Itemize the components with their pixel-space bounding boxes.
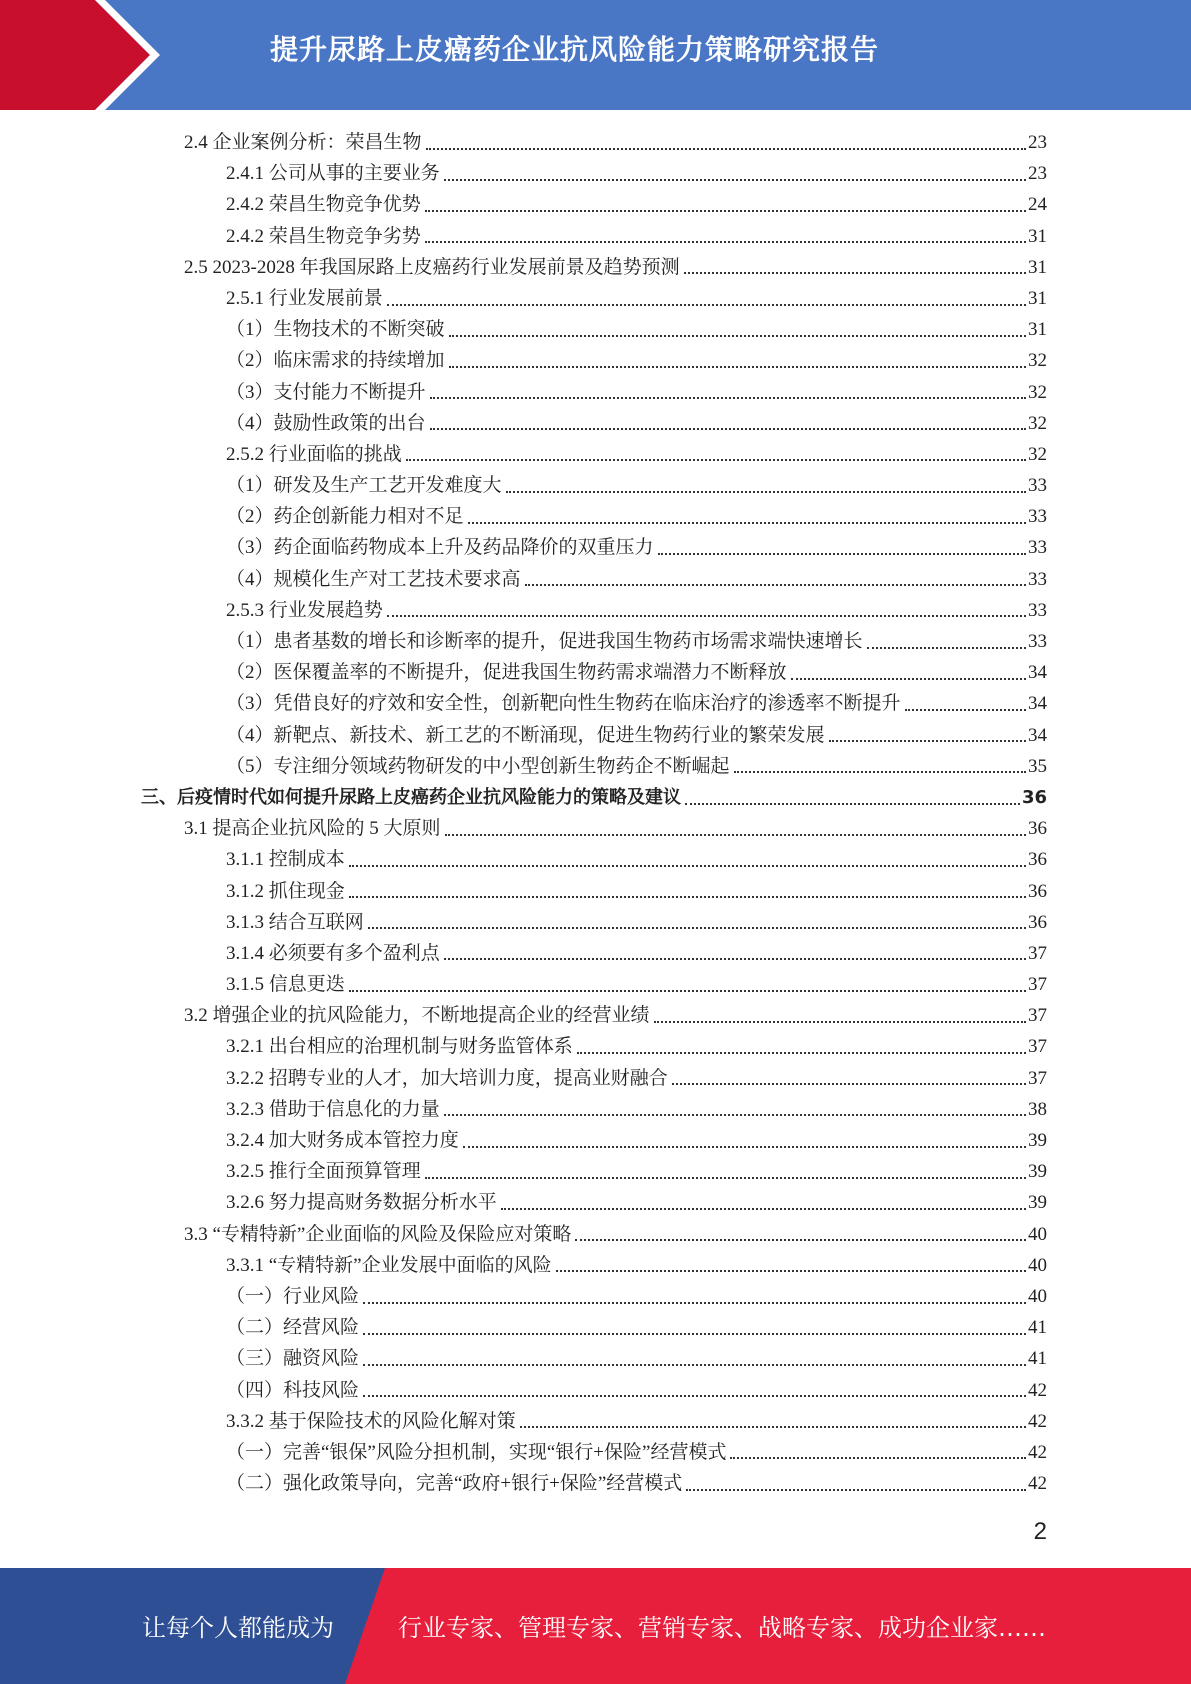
toc-entry[interactable] [0, 564, 1047, 595]
toc-entry-title: 3.2.6 努力提高财务数据分析水平 [226, 1187, 499, 1218]
toc-dot-leader [449, 335, 1026, 337]
toc-dot-leader [349, 896, 1026, 898]
toc-entry-page: 31 [1028, 319, 1047, 341]
toc-entry[interactable] [0, 127, 1047, 158]
toc-entry[interactable] [0, 688, 1047, 719]
toc-entry-page: 41 [1028, 1317, 1047, 1339]
toc-entry[interactable] [0, 595, 1047, 626]
toc-entry-title: （2）临床需求的持续增加 [226, 345, 447, 376]
toc-entry-page: 42 [1028, 1379, 1047, 1401]
toc-entry-page: 24 [1028, 194, 1047, 216]
toc-entry[interactable] [0, 1343, 1047, 1374]
toc-entry-title: （二）强化政策导向，完善“政府+银行+保险”经营模式 [226, 1468, 684, 1499]
toc-entry-title: 3.2.2 招聘专业的人才，加大培训力度，提高业财融合 [226, 1063, 670, 1094]
toc-entry-page: 37 [1028, 1067, 1047, 1089]
toc-entry-title: 3.3.2 基于保险技术的风险化解对策 [226, 1406, 518, 1437]
toc-entry-page: 37 [1028, 974, 1047, 996]
toc-entry-page: 36 [1028, 911, 1047, 933]
toc-entry-title: 3.1.5 信息更迭 [226, 969, 347, 1000]
toc-entry[interactable] [0, 1031, 1047, 1062]
footer-slogan-right: 行业专家、管理专家、营销专家、战略专家、成功企业家…… [398, 1614, 1046, 1642]
toc-entry-title: （2）医保覆盖率的不断提升，促进我国生物药需求端潜力不断释放 [226, 657, 789, 688]
toc-dot-leader [685, 803, 1020, 805]
toc-entry-page: 33 [1028, 599, 1047, 621]
toc-entry-page: 33 [1028, 537, 1047, 559]
toc-dot-leader [791, 678, 1026, 680]
toc-entry[interactable] [0, 1375, 1047, 1406]
toc-entry-title: 2.4.1 公司从事的主要业务 [226, 158, 442, 189]
toc-dot-leader [468, 522, 1026, 524]
toc-entry-title: （4）规模化生产对工艺技术要求高 [226, 564, 523, 595]
toc-entry[interactable] [0, 720, 1047, 751]
toc-entry-page: 31 [1028, 256, 1047, 278]
toc-entry-page: 23 [1028, 132, 1047, 153]
toc-dot-leader [430, 428, 1026, 430]
toc-entry-page: 33 [1028, 568, 1047, 590]
toc-dot-leader [363, 1395, 1026, 1397]
toc-entry[interactable] [0, 1094, 1047, 1125]
toc-dot-leader [672, 1083, 1026, 1085]
toc-dot-leader [426, 148, 1026, 150]
toc-entry-page: 31 [1028, 287, 1047, 309]
toc-entry[interactable] [0, 657, 1047, 688]
toc-entry-title: 3.1.4 必须要有多个盈利点 [226, 938, 442, 969]
toc-entry[interactable] [0, 439, 1047, 470]
report-title: 提升尿路上皮癌药企业抗风险能力策略研究报告 [270, 33, 880, 66]
toc-dot-leader [463, 1146, 1026, 1148]
toc-entry-title: （三）融资风险 [226, 1343, 361, 1374]
toc-entry[interactable] [0, 377, 1047, 408]
toc-entry[interactable] [0, 1187, 1047, 1218]
toc-entry[interactable] [0, 876, 1047, 907]
toc-dot-leader [654, 1021, 1026, 1023]
toc-entry-title: （1）研发及生产工艺开发难度大 [226, 470, 504, 501]
toc-entry[interactable] [0, 1000, 1047, 1031]
toc-entry-page: 32 [1028, 412, 1047, 434]
toc-dot-leader [445, 834, 1026, 836]
toc-entry-title: （2）药企创新能力相对不足 [226, 501, 466, 532]
toc-entry[interactable] [0, 1468, 1047, 1499]
toc-entry-page: 35 [1028, 755, 1047, 777]
toc-dot-leader [556, 1270, 1026, 1272]
toc-entry-title: （4）鼓励性政策的出台 [226, 408, 428, 439]
toc-dot-leader [577, 1052, 1026, 1054]
toc-entry-title: （3）支付能力不断提升 [226, 377, 428, 408]
toc-entry-page: 31 [1028, 225, 1047, 247]
toc-dot-leader [349, 865, 1026, 867]
toc-dot-leader [387, 615, 1026, 617]
toc-entry-title: 3.1.3 结合互联网 [226, 907, 366, 938]
toc-dot-leader [444, 179, 1026, 181]
toc-dot-leader [905, 709, 1026, 711]
toc-entry[interactable] [0, 1437, 1047, 1468]
page-header [0, 0, 1191, 110]
toc-entry-title: （5）专注细分领域药物研发的中小型创新生物药企不断崛起 [226, 751, 732, 782]
toc-entry-page: 42 [1028, 1473, 1047, 1495]
toc-entry-page: 39 [1028, 1161, 1047, 1183]
toc-dot-leader [449, 366, 1026, 368]
toc-entry[interactable] [0, 1156, 1047, 1187]
toc-dot-leader [734, 771, 1026, 773]
toc-entry-page: 32 [1028, 381, 1047, 403]
toc-entry[interactable] [0, 501, 1047, 532]
toc-entry[interactable] [0, 1281, 1047, 1312]
toc-entry-title: 3.1.2 抓住现金 [226, 876, 347, 907]
toc-entry-page: 39 [1028, 1192, 1047, 1214]
toc-entry-page: 36 [1028, 880, 1047, 902]
toc-entry[interactable] [0, 1406, 1047, 1437]
toc-entry-page: 34 [1028, 693, 1047, 715]
toc-entry[interactable] [0, 844, 1047, 875]
toc-dot-leader [368, 927, 1026, 929]
toc-entry-title: 3.3.1 “专精特新”企业发展中面临的风险 [226, 1250, 554, 1281]
toc-entry[interactable] [0, 938, 1047, 969]
toc-entry-page: 36 [1028, 818, 1047, 840]
toc-entry-title: （3）药企面临药物成本上升及药品降价的双重压力 [226, 532, 656, 563]
toc-entry-page: 38 [1028, 1098, 1047, 1120]
toc-entry-title: 3.2.5 推行全面预算管理 [226, 1156, 423, 1187]
toc-dot-leader [444, 958, 1026, 960]
toc-entry-page: 40 [1028, 1223, 1047, 1245]
toc-entry-title: （一）完善“银保”风险分担机制，实现“银行+保险”经营模式 [226, 1437, 728, 1468]
toc-entry-title: （4）新靶点、新技术、新工艺的不断涌现，促进生物药行业的繁荣发展 [226, 720, 827, 751]
toc-dot-leader [363, 1333, 1026, 1335]
toc-dot-leader [686, 1489, 1026, 1491]
toc-dot-leader [387, 304, 1026, 306]
toc-entry[interactable] [0, 1312, 1047, 1343]
toc-entry-page: 34 [1028, 724, 1047, 746]
toc-entry-page: 39 [1028, 1130, 1047, 1151]
toc-dot-leader [349, 990, 1026, 992]
toc-dot-leader [506, 491, 1026, 493]
toc-entry[interactable] [0, 626, 1047, 657]
toc-entry[interactable] [0, 1250, 1047, 1281]
toc-entry[interactable] [0, 969, 1047, 1000]
toc-dot-leader [867, 647, 1026, 649]
toc-dot-leader [425, 1177, 1026, 1179]
toc-entry-title: 3.2.1 出台相应的治理机制与财务监管体系 [226, 1031, 575, 1062]
toc-entry[interactable] [0, 314, 1047, 345]
toc-entry[interactable] [0, 813, 1047, 844]
toc-entry-title: 三、后疫情时代如何提升尿路上皮癌药企业抗风险能力的策略及建议 [141, 782, 683, 813]
toc-dot-leader [363, 1364, 1026, 1366]
toc-entry-page: 23 [1028, 163, 1047, 185]
toc-entry-title: 3.1.1 控制成本 [226, 844, 347, 875]
toc-entry-title: 2.5.3 行业发展趋势 [226, 595, 385, 626]
page-number: 2 [1033, 1518, 1047, 1545]
toc-entry-page: 36 [1021, 786, 1047, 808]
toc-dot-leader [525, 584, 1026, 586]
toc-dot-leader [444, 1114, 1026, 1116]
toc-entry-title: （3）凭借良好的疗效和安全性，创新靶向性生物药在临床治疗的渗透率不断提升 [226, 688, 903, 719]
toc-entry[interactable] [0, 470, 1047, 501]
toc-entry-page: 34 [1028, 662, 1047, 684]
toc-entry-page: 32 [1028, 350, 1047, 372]
toc-entry-page: 33 [1028, 475, 1047, 497]
toc-dot-leader [658, 553, 1026, 555]
toc-entry[interactable] [0, 408, 1047, 439]
toc-entry[interactable] [0, 1219, 1047, 1250]
toc-entry[interactable] [0, 532, 1047, 563]
toc-entry[interactable] [0, 189, 1047, 220]
toc-entry-title: 2.5 2023-2028 年我国尿路上皮癌药行业发展前景及趋势预测 [184, 252, 682, 283]
toc-entry-page: 37 [1028, 1036, 1047, 1058]
toc-dot-leader [684, 272, 1026, 274]
toc-dot-leader [425, 210, 1026, 212]
toc-dot-leader [501, 1208, 1026, 1210]
toc-entry[interactable] [0, 782, 1047, 813]
toc-entry-page: 37 [1028, 942, 1047, 964]
toc-entry-title: 3.1 提高企业抗风险的 5 大原则 [184, 813, 443, 844]
page-footer [0, 1568, 1191, 1684]
toc-dot-leader [829, 740, 1026, 742]
toc-entry[interactable] [0, 751, 1047, 782]
toc-entry-page: 36 [1028, 849, 1047, 871]
footer-slogan-left: 让每个人都能成为 [142, 1614, 334, 1642]
toc-entry-title: （1）生物技术的不断突破 [226, 314, 447, 345]
toc-entry-title: （1）患者基数的增长和诊断率的提升，促进我国生物药市场需求端快速增长 [226, 626, 865, 657]
toc-entry-title: 2.4.2 荣昌生物竞争优势 [226, 189, 423, 220]
toc-entry-page: 32 [1028, 443, 1047, 465]
toc-dot-leader [406, 459, 1026, 461]
toc-entry[interactable] [0, 252, 1047, 283]
toc-entry-title: 2.4 企业案例分析：荣昌生物 [184, 127, 424, 158]
toc-entry-page: 33 [1028, 631, 1047, 652]
toc-entry-page: 37 [1028, 1005, 1047, 1027]
toc-entry[interactable] [0, 1063, 1047, 1094]
toc-dot-leader [425, 241, 1026, 243]
toc-entry-title: （一）行业风险 [226, 1281, 361, 1312]
toc-entry-page: 41 [1028, 1348, 1047, 1370]
toc-entry-title: 3.2.3 借助于信息化的力量 [226, 1094, 442, 1125]
toc-entry-title: 2.5.1 行业发展前景 [226, 283, 385, 314]
toc-entry-page: 33 [1028, 506, 1047, 528]
toc-entry-title: （四）科技风险 [226, 1375, 361, 1406]
toc-entry[interactable] [0, 283, 1047, 314]
toc-entry[interactable] [0, 1125, 1047, 1156]
table-of-contents [0, 127, 1191, 1499]
toc-entry[interactable] [0, 221, 1047, 252]
toc-entry-page: 42 [1028, 1441, 1047, 1463]
toc-entry-page: 42 [1028, 1410, 1047, 1432]
toc-dot-leader [430, 397, 1026, 399]
toc-entry[interactable] [0, 158, 1047, 189]
toc-dot-leader [575, 1239, 1026, 1241]
toc-entry-title: 3.2 增强企业的抗风险能力，不断地提高企业的经营业绩 [184, 1000, 652, 1031]
toc-dot-leader [363, 1302, 1026, 1304]
toc-entry-title: 3.3 “专精特新”企业面临的风险及保险应对策略 [184, 1219, 573, 1250]
toc-entry[interactable] [0, 345, 1047, 376]
toc-entry-title: 2.5.2 行业面临的挑战 [226, 439, 404, 470]
toc-entry-page: 40 [1028, 1254, 1047, 1276]
toc-entry-title: 3.2.4 加大财务成本管控力度 [226, 1125, 461, 1156]
toc-entry-title: （二）经营风险 [226, 1312, 361, 1343]
toc-dot-leader [520, 1426, 1026, 1428]
toc-entry-page: 40 [1028, 1285, 1047, 1307]
toc-dot-leader [730, 1457, 1026, 1459]
toc-entry-title: 2.4.2 荣昌生物竞争劣势 [226, 221, 423, 252]
toc-entry[interactable] [0, 907, 1047, 938]
